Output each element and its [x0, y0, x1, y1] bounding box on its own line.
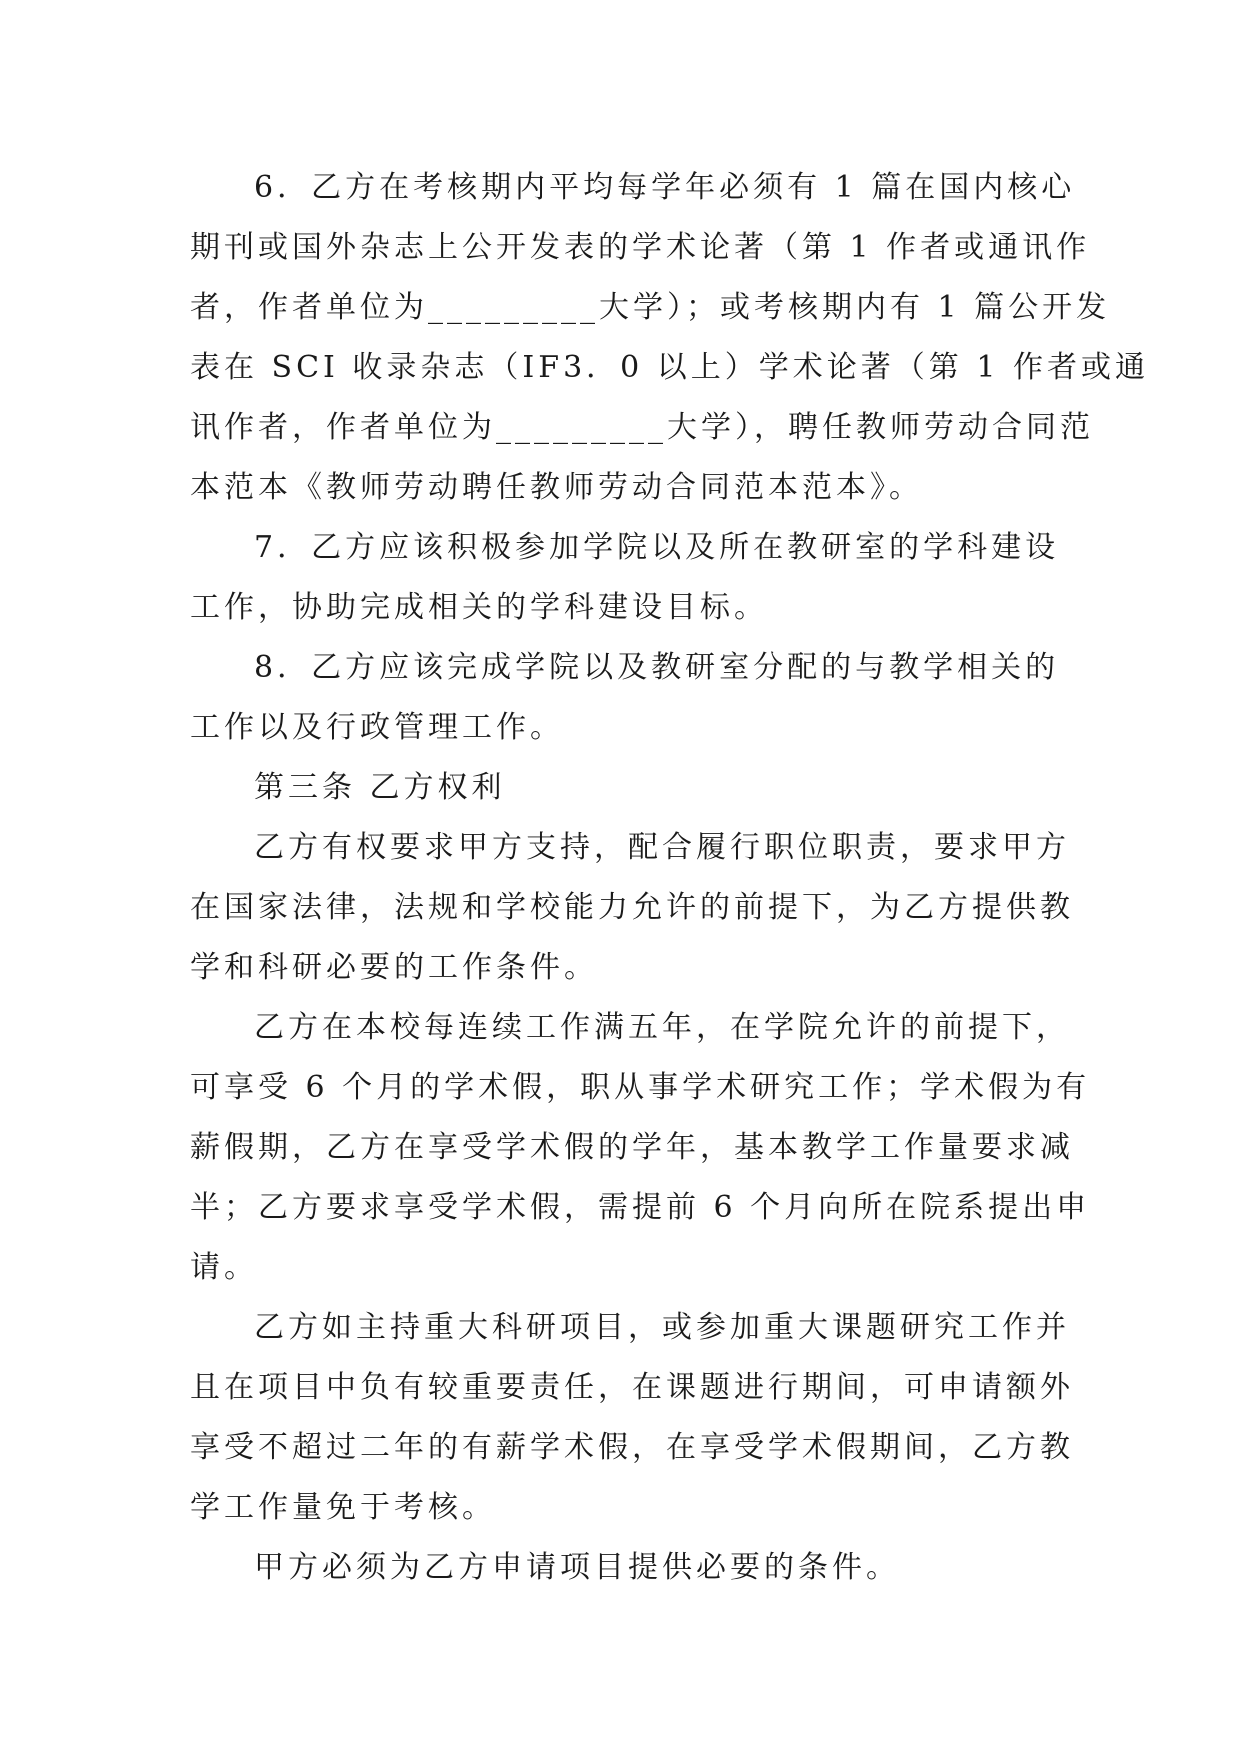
paragraph-line: 乙方有权要求甲方支持，配合履行职位职责，要求甲方: [254, 830, 1070, 865]
paragraph-line: 在国家法律，法规和学校能力允许的前提下，为乙方提供教: [190, 890, 1074, 925]
paragraph-line: 讯作者，作者单位为_________大学），聘任教师劳动合同范: [190, 410, 1094, 445]
paragraph-line: 7．乙方应该积极参加学院以及所在教研室的学科建设: [254, 530, 1060, 565]
paragraph-line: 工作，协助完成相关的学科建设目标。: [190, 590, 768, 625]
paragraph-6: [190, 158, 1149, 518]
paragraph-line: 6．乙方在考核期内平均每学年必须有 1 篇在国内核心: [254, 170, 1076, 205]
paragraph-line: 薪假期，乙方在享受学术假的学年，基本教学工作量要求减: [190, 1130, 1074, 1165]
paragraph-line: 8．乙方应该完成学院以及教研室分配的与教学相关的: [254, 650, 1060, 685]
paragraph-7: [190, 518, 1070, 638]
paragraph-academic-leave: [190, 998, 1091, 1298]
paragraph-line: 者，作者单位为_________大学）；或考核期内有 1 篇公开发: [190, 290, 1111, 325]
section-heading: 第三条 乙方权利: [254, 770, 506, 805]
paragraph-line: 半；乙方要求享受学术假，需提前 6 个月向所在院系提出申: [190, 1190, 1091, 1225]
paragraph-rights-support: [190, 818, 1074, 998]
paragraph-line: 工作以及行政管理工作。: [190, 710, 564, 745]
paragraph-major-project: [190, 1298, 1074, 1538]
paragraph-line: 本范本《教师劳动聘任教师劳动合同范本范本》。: [190, 470, 923, 505]
paragraph-line: 期刊或国外杂志上公开发表的学术论著（第 1 作者或通讯作: [190, 230, 1091, 265]
paragraph-line: 可享受 6 个月的学术假，职从事学术研究工作；学术假为有: [190, 1070, 1091, 1105]
paragraph-line: 学工作量免于考核。: [190, 1490, 496, 1525]
paragraph-line: 表在 SCI 收录杂志（IF3．0 以上）学术论著（第 1 作者或通: [190, 350, 1149, 385]
paragraph-line: 甲方必须为乙方申请项目提供必要的条件。: [254, 1550, 900, 1585]
document-body: [190, 158, 1149, 1598]
paragraph-party-a-duty: [190, 1538, 1070, 1598]
paragraph-line: 乙方如主持重大科研项目，或参加重大课题研究工作并: [254, 1310, 1070, 1345]
paragraph-line: 学和科研必要的工作条件。: [190, 950, 598, 985]
paragraph-line: 请。: [190, 1250, 258, 1285]
article-3-heading: [190, 758, 1070, 818]
paragraph-line: 享受不超过二年的有薪学术假，在享受学术假期间，乙方教: [190, 1430, 1074, 1465]
paragraph-line: 且在项目中负有较重要责任，在课题进行期间，可申请额外: [190, 1370, 1074, 1405]
paragraph-8: [190, 638, 1070, 758]
paragraph-line: 乙方在本校每连续工作满五年，在学院允许的前提下，: [254, 1010, 1070, 1045]
